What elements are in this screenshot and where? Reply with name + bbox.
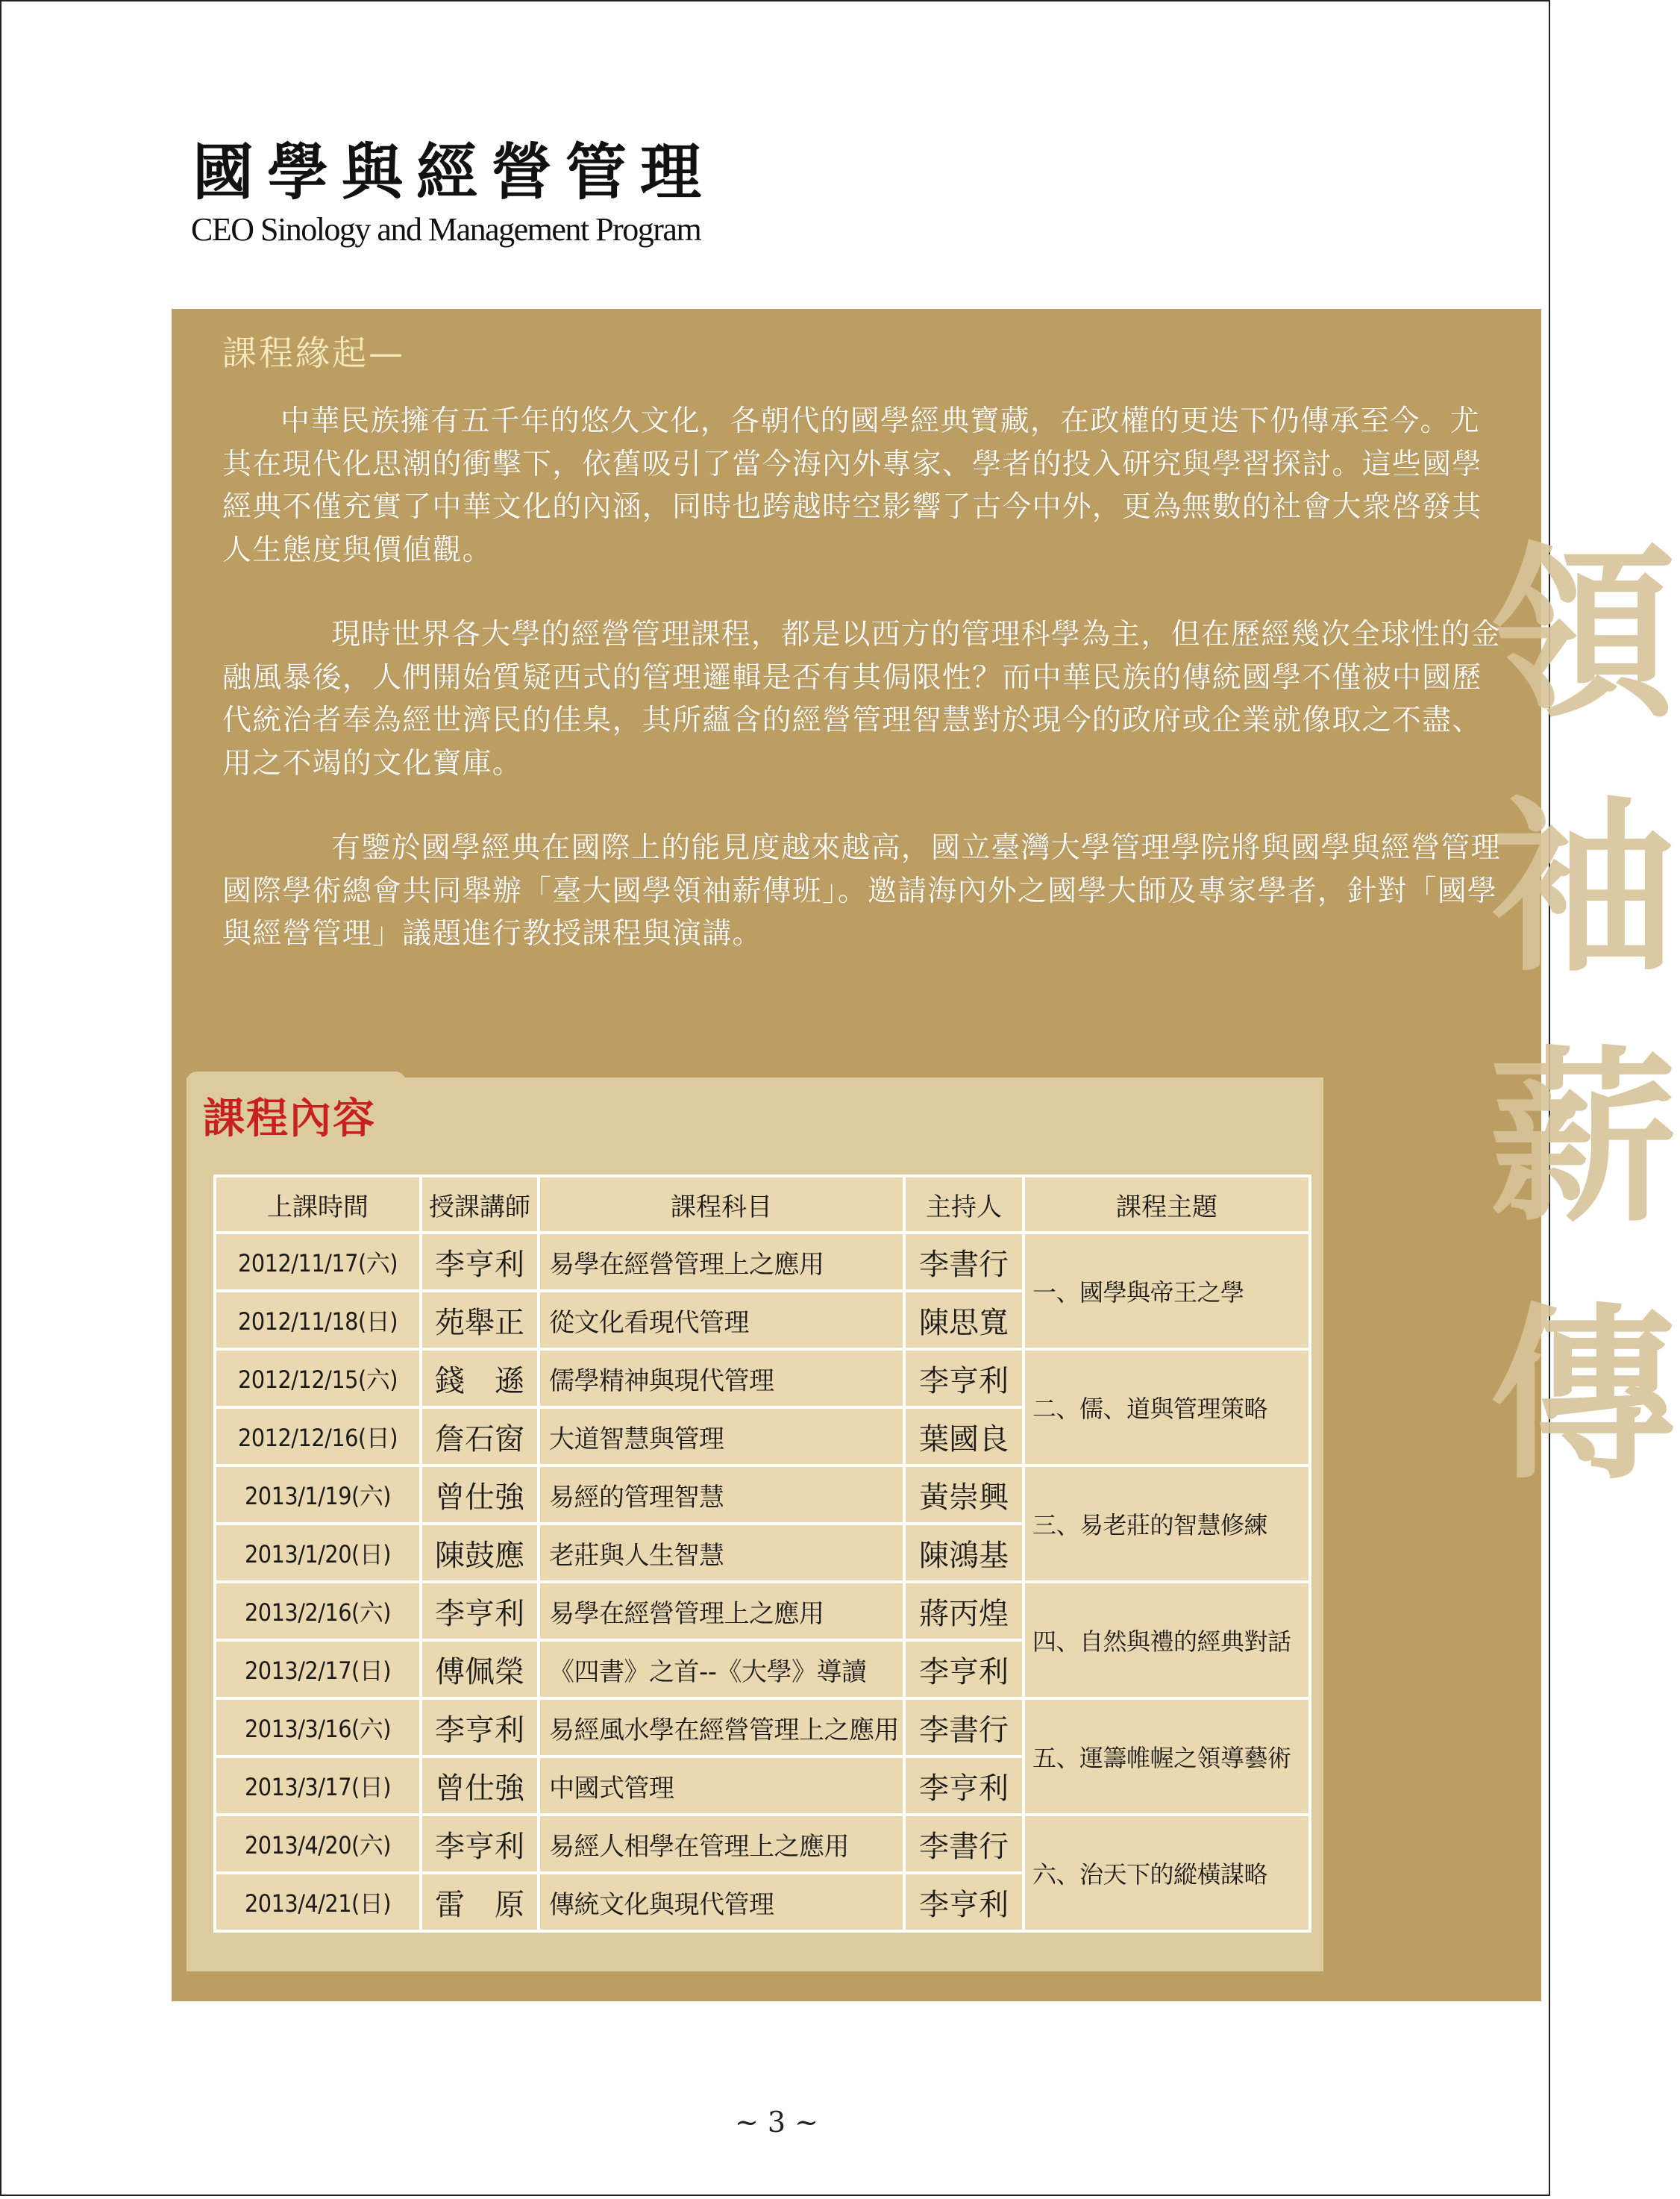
cell-subject: 從文化看現代管理 bbox=[539, 1291, 904, 1349]
page-number: ~ 3 ~ bbox=[734, 2106, 818, 2139]
cell-theme: 五、運籌帷幄之領導藝術 bbox=[1024, 1698, 1310, 1815]
cell-teacher: 曾仕強 bbox=[421, 1466, 539, 1524]
cell-teacher: 李亨利 bbox=[421, 1815, 539, 1873]
cell-teacher: 陳鼓應 bbox=[421, 1524, 539, 1582]
header-teacher: 授課講師 bbox=[421, 1176, 539, 1233]
cell-host: 李亨利 bbox=[904, 1757, 1024, 1815]
cell-host: 李亨利 bbox=[904, 1873, 1024, 1931]
cell-teacher: 錢 遜 bbox=[421, 1349, 539, 1407]
cell-host: 陳思寬 bbox=[904, 1291, 1024, 1349]
cell-subject: 《四書》之首--《大學》導讀 bbox=[539, 1640, 904, 1698]
cell-subject: 易學在經營管理上之應用 bbox=[539, 1233, 904, 1291]
cell-subject: 易經風水學在經營管理上之應用 bbox=[539, 1698, 904, 1757]
cell-host: 李書行 bbox=[904, 1233, 1024, 1291]
watermark-char-1: 領 bbox=[1490, 524, 1676, 743]
cell-subject: 儒學精神與現代管理 bbox=[539, 1349, 904, 1407]
intro-paragraph: 有鑒於國學經典在國際上的能見度越來越高，國立臺灣大學管理學院將與國學與經營管理國際學術總會共同舉辦「臺大國學領袖薪傳班」。邀請海內外之國學大師及專家學者，針對「國學與經營管理」議題進行教授課程與演講。 bbox=[222, 831, 1501, 951]
course-title: 課程內容 bbox=[203, 1095, 376, 1143]
cell-date: 2012/11/18(日) bbox=[215, 1291, 421, 1349]
course-table bbox=[213, 1174, 1311, 1933]
cell-subject: 易經的管理智慧 bbox=[539, 1466, 904, 1524]
watermark-char-2: 袖 bbox=[1490, 778, 1676, 997]
cell-host: 李書行 bbox=[904, 1698, 1024, 1757]
cell-subject: 傳統文化與現代管理 bbox=[539, 1873, 904, 1931]
intro-body bbox=[222, 400, 1505, 998]
intro-heading: 課程緣起— bbox=[222, 333, 405, 373]
cell-date: 2012/11/17(六) bbox=[215, 1233, 421, 1291]
cell-teacher: 李亨利 bbox=[421, 1698, 539, 1757]
table-row bbox=[215, 1698, 1310, 1757]
header-subject: 課程科目 bbox=[539, 1176, 904, 1233]
header-date: 上課時間 bbox=[215, 1176, 421, 1233]
cell-date: 2013/4/21(日) bbox=[215, 1873, 421, 1931]
cell-host: 李書行 bbox=[904, 1815, 1024, 1873]
cell-subject: 大道智慧與管理 bbox=[539, 1407, 904, 1466]
cell-teacher: 傅佩榮 bbox=[421, 1640, 539, 1698]
cell-host: 葉國良 bbox=[904, 1407, 1024, 1466]
cell-date: 2013/2/16(六) bbox=[215, 1582, 421, 1640]
cell-theme: 六、治天下的縱橫謀略 bbox=[1024, 1815, 1310, 1931]
cell-teacher: 苑舉正 bbox=[421, 1291, 539, 1349]
cell-date: 2013/1/19(六) bbox=[215, 1466, 421, 1524]
cell-teacher: 詹石窗 bbox=[421, 1407, 539, 1466]
table-row bbox=[215, 1582, 1310, 1640]
table-header-row bbox=[215, 1176, 1310, 1233]
header-theme: 課程主題 bbox=[1024, 1176, 1310, 1233]
cell-date: 2012/12/15(六) bbox=[215, 1349, 421, 1407]
cell-date: 2013/2/17(日) bbox=[215, 1640, 421, 1698]
cell-subject: 中國式管理 bbox=[539, 1757, 904, 1815]
cell-host: 蔣丙煌 bbox=[904, 1582, 1024, 1640]
cell-date: 2013/3/17(日) bbox=[215, 1757, 421, 1815]
cell-date: 2013/1/20(日) bbox=[215, 1524, 421, 1582]
cell-date: 2013/4/20(六) bbox=[215, 1815, 421, 1873]
cell-theme: 一、國學與帝王之學 bbox=[1024, 1233, 1310, 1349]
table-row bbox=[215, 1466, 1310, 1524]
watermark-char-4: 傳 bbox=[1490, 1285, 1676, 1504]
cell-host: 李亨利 bbox=[904, 1349, 1024, 1407]
cell-subject: 易學在經營管理上之應用 bbox=[539, 1582, 904, 1640]
cell-teacher: 雷 原 bbox=[421, 1873, 539, 1931]
page-title: 國學與經營管理 bbox=[192, 137, 715, 208]
cell-theme: 三、易老莊的智慧修練 bbox=[1024, 1466, 1310, 1582]
cell-date: 2012/12/16(日) bbox=[215, 1407, 421, 1466]
header-host: 主持人 bbox=[904, 1176, 1024, 1233]
cell-teacher: 李亨利 bbox=[421, 1582, 539, 1640]
cell-theme: 二、儒、道與管理策略 bbox=[1024, 1349, 1310, 1466]
cell-subject: 老莊與人生智慧 bbox=[539, 1524, 904, 1582]
table-row bbox=[215, 1815, 1310, 1873]
intro-paragraph: 現時世界各大學的經營管理課程，都是以西方的管理科學為主，但在歷經幾次全球性的金融風暴後，人們開始質疑西式的管理邏輯是否有其侷限性？而中華民族的傳統國學不僅被中國歷代統治者奉為經世濟民的佳臬，其所蘊含的經營管理智慧對於現今的政府或企業就像取之不盡、用之不竭的文化寶庫。 bbox=[222, 618, 1501, 781]
table-row bbox=[215, 1349, 1310, 1407]
cell-host: 李亨利 bbox=[904, 1640, 1024, 1698]
cell-subject: 易經人相學在管理上之應用 bbox=[539, 1815, 904, 1873]
table-row bbox=[215, 1233, 1310, 1291]
cell-theme: 四、自然與禮的經典對話 bbox=[1024, 1582, 1310, 1698]
main-panel bbox=[172, 309, 1676, 2001]
watermark-char-3: 薪 bbox=[1490, 1027, 1676, 1247]
cell-teacher: 李亨利 bbox=[421, 1233, 539, 1291]
cell-teacher: 曾仕強 bbox=[421, 1757, 539, 1815]
cell-host: 陳鴻基 bbox=[904, 1524, 1024, 1582]
page-subtitle: CEO Sinology and Management Program bbox=[191, 211, 701, 248]
intro-paragraph: 中華民族擁有五千年的悠久文化，各朝代的國學經典寶藏，在政權的更迭下仍傳承至今。尤其在現代化思潮的衝擊下，依舊吸引了當今海內外專家、學者的投入研究與學習探討。這些國學經典不僅充實了中華文化的內涵，同時也跨越時空影響了古今中外，更為無數的社會大衆啓發其人生態度與價値觀。 bbox=[222, 404, 1482, 567]
cell-date: 2013/3/16(六) bbox=[215, 1698, 421, 1757]
cell-host: 黃崇興 bbox=[904, 1466, 1024, 1524]
